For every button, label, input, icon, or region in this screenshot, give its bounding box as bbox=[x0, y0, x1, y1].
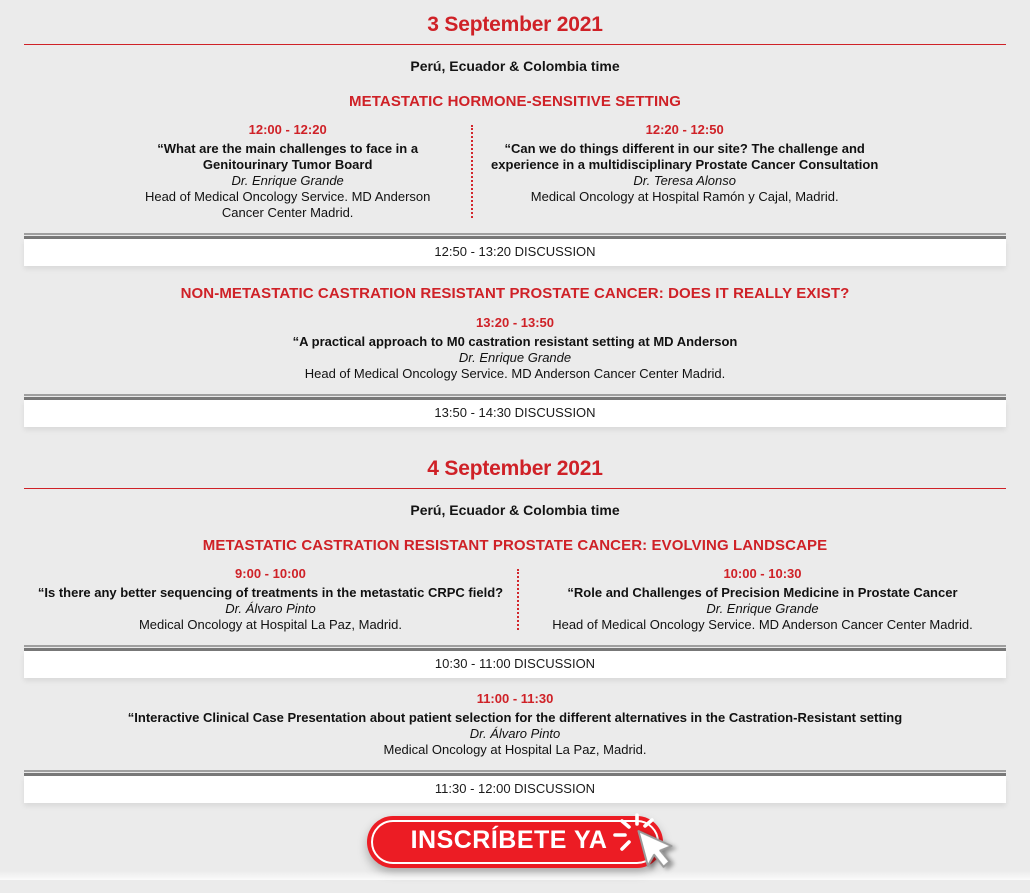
sessions-row bbox=[0, 122, 1030, 221]
register-button[interactable] bbox=[367, 816, 663, 868]
day-2 bbox=[0, 457, 1030, 803]
double-rule bbox=[24, 769, 1006, 776]
discussion-bar bbox=[24, 769, 1006, 803]
session-single bbox=[0, 315, 1030, 382]
sessions-row bbox=[0, 566, 1030, 633]
session-affiliation: Head of Medical Oncology Service. MD Anderson Cancer Center Madrid. bbox=[144, 189, 431, 220]
session-right bbox=[519, 566, 1006, 633]
section-heading: METASTATIC CASTRATION RESISTANT PROSTATE CANCER: EVOLVING LANDSCAPE bbox=[202, 537, 828, 554]
session-title: “Role and Challenges of Precision Medicine in Prostate Cancer bbox=[567, 585, 958, 600]
session-speaker: Dr. Álvaro Pinto bbox=[225, 601, 316, 616]
session-title: “Is there any better sequencing of treatments in the metastatic CRPC field? bbox=[37, 585, 504, 600]
day-title: 4 September 2021 bbox=[427, 457, 603, 480]
session-title: “Interactive Clinical Case Presentation about patient selection for the different alternatives in the Castration-Resistant setting bbox=[127, 710, 903, 725]
session-time: 9:00 - 10:00 bbox=[235, 566, 306, 581]
discussion-label: 10:30 - 11:00 DISCUSSION bbox=[24, 651, 1006, 678]
session-title: “A practical approach to M0 castration resistant setting at MD Anderson bbox=[292, 334, 738, 349]
discussion-label: 12:50 - 13:20 DISCUSSION bbox=[24, 239, 1006, 266]
double-rule bbox=[24, 232, 1006, 239]
session-time: 13:20 - 13:50 bbox=[475, 315, 555, 330]
section-heading: METASTATIC HORMONE-SENSITIVE SETTING bbox=[349, 93, 681, 110]
session-affiliation: Medical Oncology at Hospital La Paz, Madrid. bbox=[383, 742, 647, 757]
day-title: 3 September 2021 bbox=[427, 13, 603, 36]
register-button-label: INSCRÍBETE YA bbox=[371, 820, 659, 864]
session-time: 12:00 - 12:20 bbox=[248, 122, 327, 137]
session-left bbox=[104, 122, 471, 221]
cta-container bbox=[367, 816, 663, 868]
section-heading: NON-METASTATIC CASTRATION RESISTANT PROSTATE CANCER: DOES IT REALLY EXIST? bbox=[180, 285, 850, 302]
session-title: “What are the main challenges to face in a Genitourinary Tumor Board bbox=[157, 141, 419, 172]
session-time: 12:20 - 12:50 bbox=[645, 122, 724, 137]
double-rule bbox=[24, 393, 1006, 400]
bottom-fade bbox=[0, 871, 1030, 880]
session-right bbox=[473, 122, 896, 221]
session-speaker: Dr. Álvaro Pinto bbox=[469, 726, 561, 741]
session-speaker: Dr. Enrique Grande bbox=[706, 601, 819, 616]
session-title: “Can we do things different in our site? The challenge and experience in a multidisciplinary Prostate Cancer Consultation bbox=[491, 141, 879, 172]
session-left bbox=[24, 566, 517, 633]
session-time: 10:00 - 10:30 bbox=[723, 566, 802, 581]
double-rule bbox=[24, 644, 1006, 651]
day-1 bbox=[0, 13, 1030, 427]
session-affiliation: Medical Oncology at Hospital Ramón y Cajal, Madrid. bbox=[530, 189, 839, 204]
discussion-label: 13:50 - 14:30 DISCUSSION bbox=[24, 400, 1006, 427]
session-speaker: Dr. Enrique Grande bbox=[231, 173, 344, 188]
timezone-label: Perú, Ecuador & Colombia time bbox=[410, 502, 620, 518]
session-single bbox=[0, 691, 1030, 758]
discussion-bar bbox=[24, 644, 1006, 678]
discussion-label: 11:30 - 12:00 DISCUSSION bbox=[24, 776, 1006, 803]
session-time: 11:00 - 11:30 bbox=[476, 691, 554, 706]
day-title-rule bbox=[24, 44, 1006, 45]
discussion-bar bbox=[24, 393, 1006, 427]
session-affiliation: Head of Medical Oncology Service. MD Anderson Cancer Center Madrid. bbox=[304, 366, 726, 381]
session-speaker: Dr. Teresa Alonso bbox=[633, 173, 736, 188]
session-speaker: Dr. Enrique Grande bbox=[458, 350, 572, 365]
session-affiliation: Medical Oncology at Hospital La Paz, Madrid. bbox=[138, 617, 402, 632]
session-affiliation: Head of Medical Oncology Service. MD Anderson Cancer Center Madrid. bbox=[552, 617, 973, 632]
timezone-label: Perú, Ecuador & Colombia time bbox=[410, 58, 620, 74]
day-title-rule bbox=[24, 488, 1006, 489]
discussion-bar bbox=[24, 232, 1006, 266]
